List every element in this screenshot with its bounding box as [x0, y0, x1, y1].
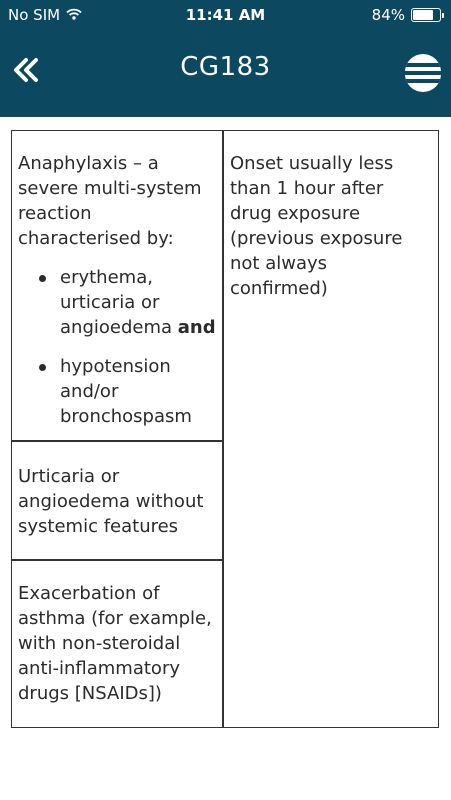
symptom-list [18, 265, 216, 429]
bullet-icon [39, 275, 46, 282]
row-divider [12, 559, 223, 561]
table-row-anaphylaxis [12, 151, 222, 443]
table-row-urticaria [12, 464, 222, 539]
hamburger-line [405, 79, 441, 83]
table-cell-onset [224, 151, 436, 301]
list-item [60, 265, 216, 340]
asthma-text: Exacerbation of asthma (for example, with non-steroidal anti-inflammatory drugs [NSAIDs]) [18, 583, 212, 704]
page-title: CG183 [180, 52, 271, 82]
table-row-asthma [12, 581, 222, 706]
status-time: 11:41 AM [185, 6, 266, 24]
bullet-icon [39, 364, 46, 371]
battery-fill [413, 10, 433, 20]
battery-percent: 84% [371, 6, 405, 24]
list-item-bold: and [177, 317, 216, 338]
onset-text: Onset usually less than 1 hour after drug exposure (previous exposure not always confirmed) [230, 153, 403, 299]
urticaria-text: Urticaria or angioedema without systemic features [18, 466, 204, 537]
carrier-label: No SIM [8, 6, 61, 24]
app-header [0, 0, 451, 117]
list-item [60, 354, 216, 429]
status-bar [0, 0, 451, 30]
list-item-text: erythema, urticaria or angioedema [60, 267, 173, 338]
hamburger-line [405, 71, 441, 75]
status-right [372, 6, 441, 24]
list-item-text: hypotension and/or bronchospasm [60, 356, 192, 427]
battery-cap [442, 13, 444, 18]
menu-button[interactable] [405, 54, 441, 92]
data-table [11, 130, 439, 728]
anaphylaxis-intro: Anaphylaxis – a severe multi-system reaction characterised by: [18, 153, 202, 249]
battery-icon [411, 8, 441, 22]
hamburger-menu-icon [405, 63, 441, 67]
